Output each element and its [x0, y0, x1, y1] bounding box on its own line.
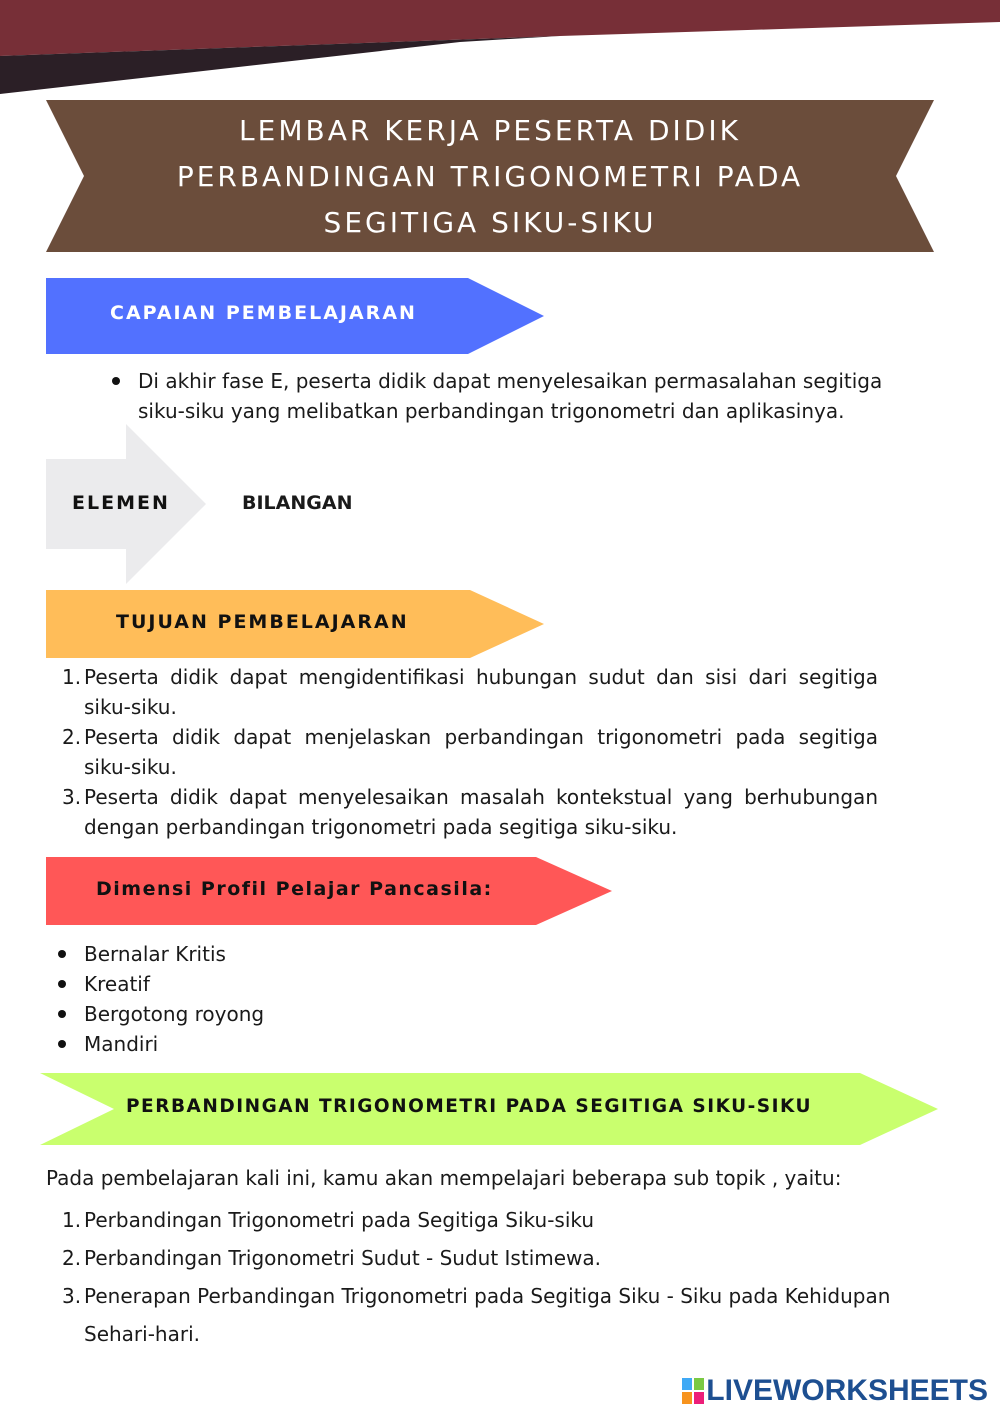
capaian-heading-banner — [46, 278, 546, 354]
tujuan-heading: TUJUAN PEMBELAJARAN — [116, 611, 409, 633]
subtopik-item — [46, 1277, 926, 1353]
page-title — [130, 108, 850, 246]
subtopik-list — [46, 1201, 926, 1353]
liveworksheets-logo[interactable] — [682, 1374, 988, 1408]
tujuan-item — [46, 662, 878, 722]
dimensi-item: Bernalar Kritis — [46, 939, 446, 969]
tujuan-item-number: 1. — [62, 665, 82, 689]
tujuan-list — [46, 662, 878, 842]
tujuan-item — [46, 782, 878, 842]
liveworksheets-text: LIVEWORKSHEETS — [706, 1374, 988, 1407]
tujuan-item-number: 2. — [62, 725, 82, 749]
dimensi-item: Mandiri — [46, 1029, 446, 1059]
liveworksheets-icon — [682, 1378, 704, 1404]
subtopik-item — [46, 1201, 926, 1239]
top-decoration — [0, 0, 1000, 100]
subtopik-item-text: Perbandingan Trigonometri pada Segitiga Siku-siku — [84, 1208, 595, 1232]
subtopik-item-text: Penerapan Perbandingan Trigonometri pada Segitiga Siku - Siku pada Kehidupan Sehari-hari. — [84, 1284, 891, 1346]
perbandingan-intro: Pada pembelajaran kali ini, kamu akan mempelajari beberapa sub topik , yaitu: — [46, 1166, 842, 1190]
dimensi-item: Kreatif — [46, 969, 446, 999]
capaian-item: Di akhir fase E, peserta didik dapat menyelesaikan permasalahan segitiga siku-siku yang melibatkan perbandingan trigonometri dan aplikasinya. — [100, 366, 890, 426]
tujuan-item-number: 3. — [62, 785, 82, 809]
tujuan-heading-banner — [46, 590, 546, 658]
elemen-value: BILANGAN — [242, 492, 353, 514]
title-line-1: LEMBAR KERJA PESERTA DIDIK — [239, 114, 741, 147]
dimensi-item: Bergotong royong — [46, 999, 446, 1029]
subtopik-item-text: Perbandingan Trigonometri Sudut - Sudut Istimewa. — [84, 1246, 602, 1270]
tujuan-item-text: Peserta didik dapat mengidentifikasi hubungan sudut dan sisi dari segitiga siku-siku. — [84, 665, 878, 719]
subtopik-item-number: 2. — [62, 1246, 82, 1270]
dimensi-heading: Dimensi Profil Pelajar Pancasila: — [96, 878, 493, 900]
perbandingan-heading: PERBANDINGAN TRIGONOMETRI PADA SEGITIGA SIKU-SIKU — [126, 1096, 813, 1117]
subtopik-item-number: 3. — [62, 1284, 82, 1308]
dimensi-list — [46, 939, 446, 1059]
tujuan-item-text: Peserta didik dapat menjelaskan perbandingan trigonometri pada segitiga siku-siku. — [84, 725, 878, 779]
subtopik-item — [46, 1239, 926, 1277]
capaian-heading: CAPAIAN PEMBELAJARAN — [110, 302, 417, 324]
tujuan-item — [46, 722, 878, 782]
tujuan-item-text: Peserta didik dapat menyelesaikan masalah kontekstual yang berhubungan dengan perbandingan trigonometri pada segitiga siku-siku. — [84, 785, 878, 839]
capaian-list — [100, 366, 890, 426]
elemen-label: ELEMEN — [72, 492, 170, 514]
title-line-3: SEGITIGA SIKU-SIKU — [323, 206, 657, 239]
dimensi-heading-banner — [46, 857, 616, 925]
title-line-2: PERBANDINGAN TRIGONOMETRI PADA — [176, 160, 804, 193]
subtopik-item-number: 1. — [62, 1208, 82, 1232]
